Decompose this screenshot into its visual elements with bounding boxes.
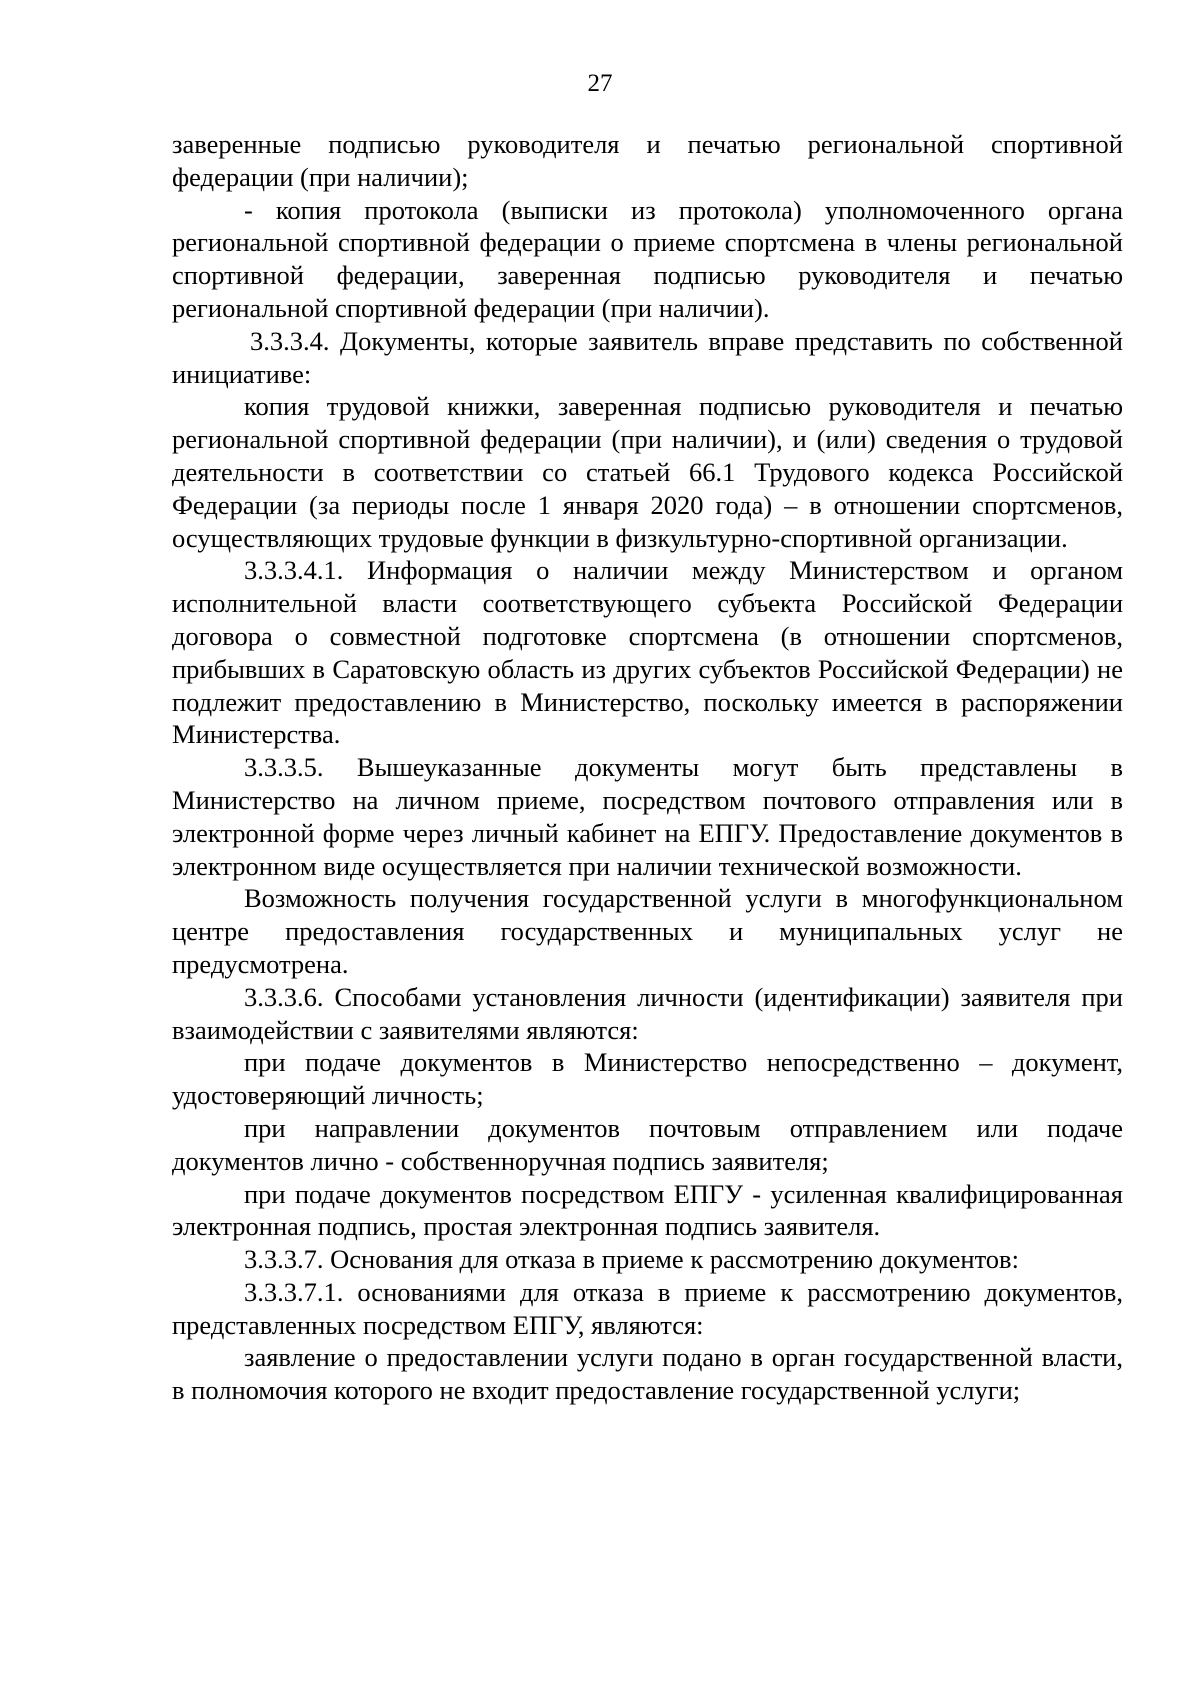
paragraph-3-3-3-4-1: 3.3.3.4.1. Информация о наличии между Министерством и органом исполнительной власти соответствующего субъекта Российской Федерации договора о совместной подготовке спортсмена (в отношении спортсменов, прибывших в Саратовскую область из других субъектов Российской Федерации) не подлежит предоставлению в Министерство, поскольку имеется в распоряжении Министерства. [172,555,1123,750]
paragraph-wrong-authority: заявление о предоставлении услуги подано в орган государственной власти, в полномочия которого не входит предоставление государственной услуги; [172,1342,1123,1406]
paragraph-3-3-3-6: 3.3.3.6. Способами установления личности (идентификации) заявителя при взаимодействии с заявителями являются: [172,981,1123,1045]
page-number: 27 [587,70,613,97]
paragraph-3-3-3-4: 3.3.3.4. Документы, которые заявитель вправе представить по собственной инициативе: [172,325,1123,389]
paragraph-3-3-3-7: 3.3.3.7. Основания для отказа в приеме к рассмотрению документов: [244,1244,1019,1275]
paragraph-3-3-3-5: 3.3.3.5. Вышеуказанные документы могут быть представлены в Министерство на личном приеме, посредством почтового отправления или в электронной форме через личный кабинет на ЕПГУ. Предоставление документов в электронном виде осуществляется при наличии технической возможности. [172,752,1123,881]
paragraph-postal-submission: при направлении документов почтовым отправлением или подаче документов лично - собственноручная подпись заявителя; [172,1112,1123,1176]
paragraph-direct-submission: при подаче документов в Министерство непосредственно – документ, удостоверяющий личность; [172,1047,1123,1111]
paragraph-mfc-possibility: Возможность получения государственной услуги в многофункциональном центре предоставления государственных и муниципальных услуг не предусмотрена. [172,883,1123,979]
document-body [172,128,1123,1407]
paragraph-3-3-3-7-1: 3.3.3.7.1. основаниями для отказа в приеме к рассмотрению документов, представленных посредством ЕПГУ, являются: [172,1276,1123,1340]
paragraph-epgu-submission: при подаче документов посредством ЕПГУ - усиленная квалифицированная электронная подпись, простая электронная подпись заявителя. [172,1178,1123,1242]
paragraph-certified-signature: заверенные подписью руководителя и печатью региональной спортивной федерации (при наличии); [172,129,1123,192]
paragraph-work-book-copy: копия трудовой книжки, заверенная подписью руководителя и печатью региональной спортивной федерации (при наличии), и (или) сведения о трудовой деятельности в соответствии со статьей 66.1 Трудового кодекса Российской Федерации (за периоды после 1 января 2020 года) – в отношении спортсменов, осуществляющих трудовые функции в физкультурно-спортивной организации. [172,391,1123,553]
paragraph-protocol-copy: - копия протокола (выписки из протокола) уполномоченного органа региональной спортивной федерации о приеме спортсмена в члены региональной спортивной федерации, заверенная подписью руководителя и печатью региональной спортивной федерации (при наличии). [172,194,1123,323]
